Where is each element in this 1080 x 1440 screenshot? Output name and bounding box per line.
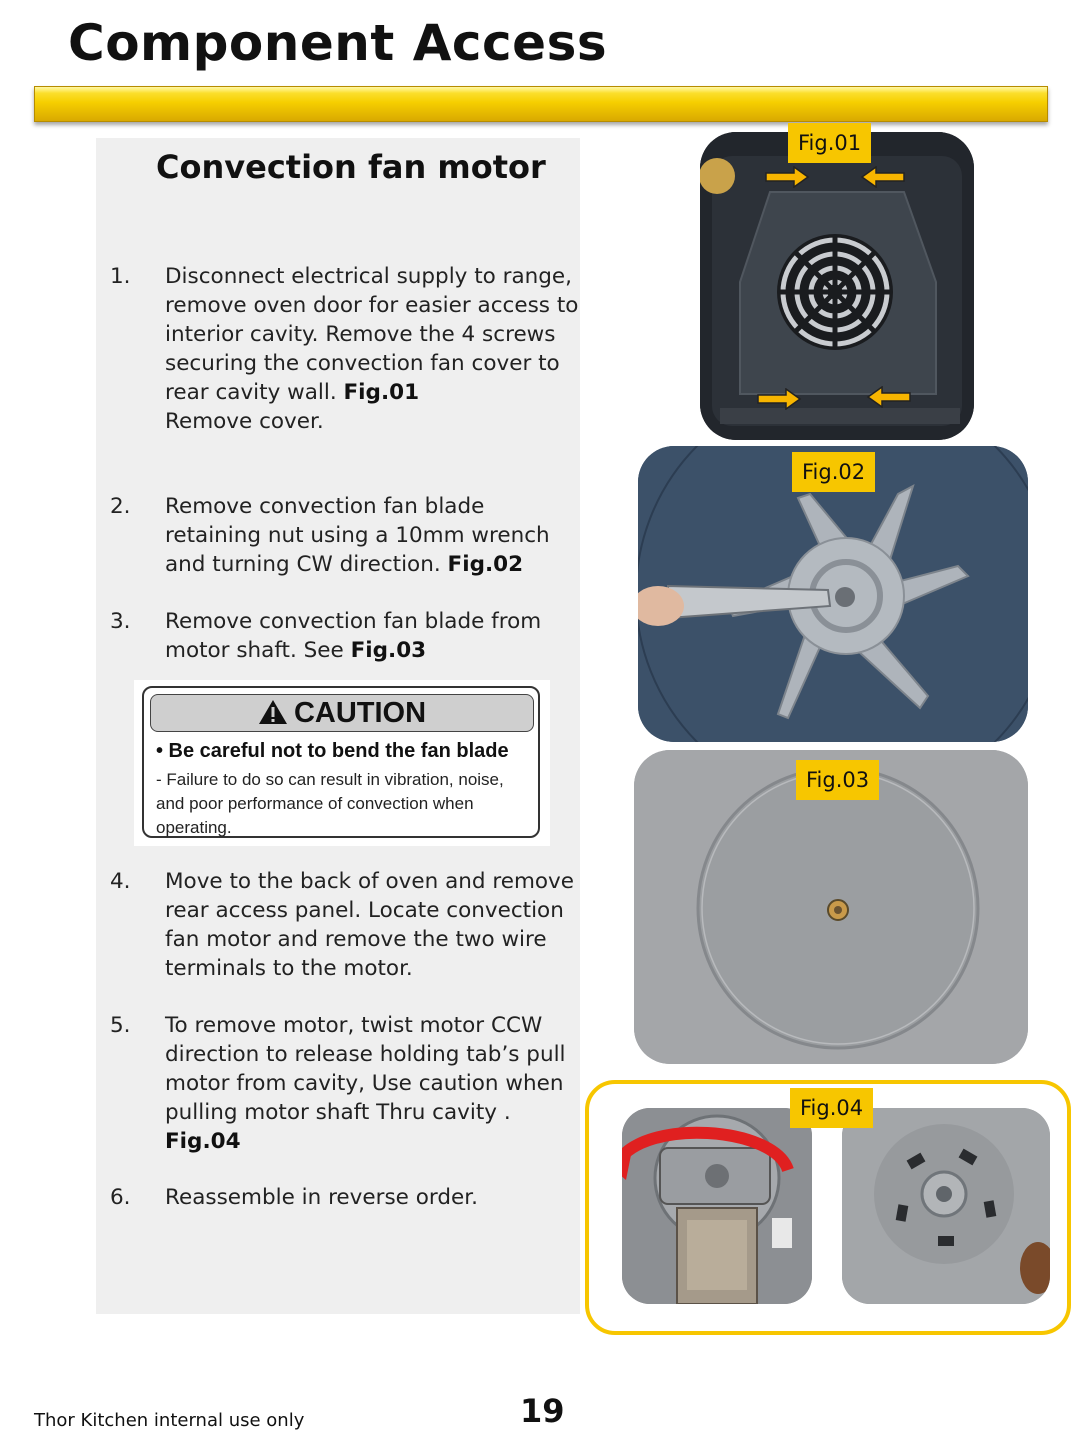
warning-triangle-icon [258,698,288,734]
step-text: Remove convection fan blade from motor shaft. See Fig.03 [165,609,542,663]
caution-heading: CAUTION [293,697,427,729]
step-number: 5. [110,1013,131,1038]
caution-bullet: • Be careful not to bend the fan blade [156,740,509,762]
step-text: Reassemble in reverse order. [165,1185,478,1210]
figure-01-photo [700,132,974,440]
figure-reference: Fig.03 [350,638,427,663]
figure-reference: Fig.01 [343,380,420,405]
step-number: 6. [110,1185,131,1210]
figure-04-cavity-photo [842,1108,1050,1304]
step-number: 1. [110,264,131,289]
step-text: To remove motor, twist motor CCW direction to release holding tab’s pull motor from cavity, Use caution when pulling motor shaft Thru cavity . Fig.04 [165,1013,566,1154]
arrow-right-icon [764,166,810,188]
step-number: 4. [110,869,131,894]
caution-header [150,694,534,732]
step-text: Move to the back of oven and remove rear access panel. Locate convection fan motor and remove the two wire terminals to the motor. [165,869,575,981]
title-underline-bar [34,86,1048,122]
step-number: 2. [110,494,131,519]
figure-03-label: Fig.03 [796,760,879,800]
rotate-ccw-icon [622,1110,798,1182]
arrow-left-icon [866,386,912,408]
arrow-left-icon [860,166,906,188]
figure-04-motor-photo [622,1108,812,1304]
section-title: Convection fan motor [156,148,546,186]
figure-reference: Fig.02 [447,552,524,577]
caution-label [134,680,550,846]
arrow-right-icon [756,388,802,410]
figure-04-label: Fig.04 [790,1088,873,1128]
page-title: Component Access [68,14,608,72]
figure-01-label: Fig.01 [788,123,871,163]
step-number: 3. [110,609,131,634]
step-text: Disconnect electrical supply to range, remove oven door for easier access to interior cavity. Remove the 4 screws securing the convection fan cover to rear cavity wall. Fig.01 Remove cover. [165,264,579,434]
caution-frame [142,686,540,838]
figure-reference: Fig.04 [165,1129,241,1154]
caution-detail: - Failure to do so can result in vibration, noise, and poor performance of convection when operating. [156,770,504,837]
footer-note: Thor Kitchen internal use only [34,1410,305,1431]
page-number: 19 [520,1392,565,1430]
figure-02-label: Fig.02 [792,452,875,492]
step-text: Remove convection fan blade retaining nut using a 10mm wrench and turning CW direction. Fig.02 [165,494,550,577]
